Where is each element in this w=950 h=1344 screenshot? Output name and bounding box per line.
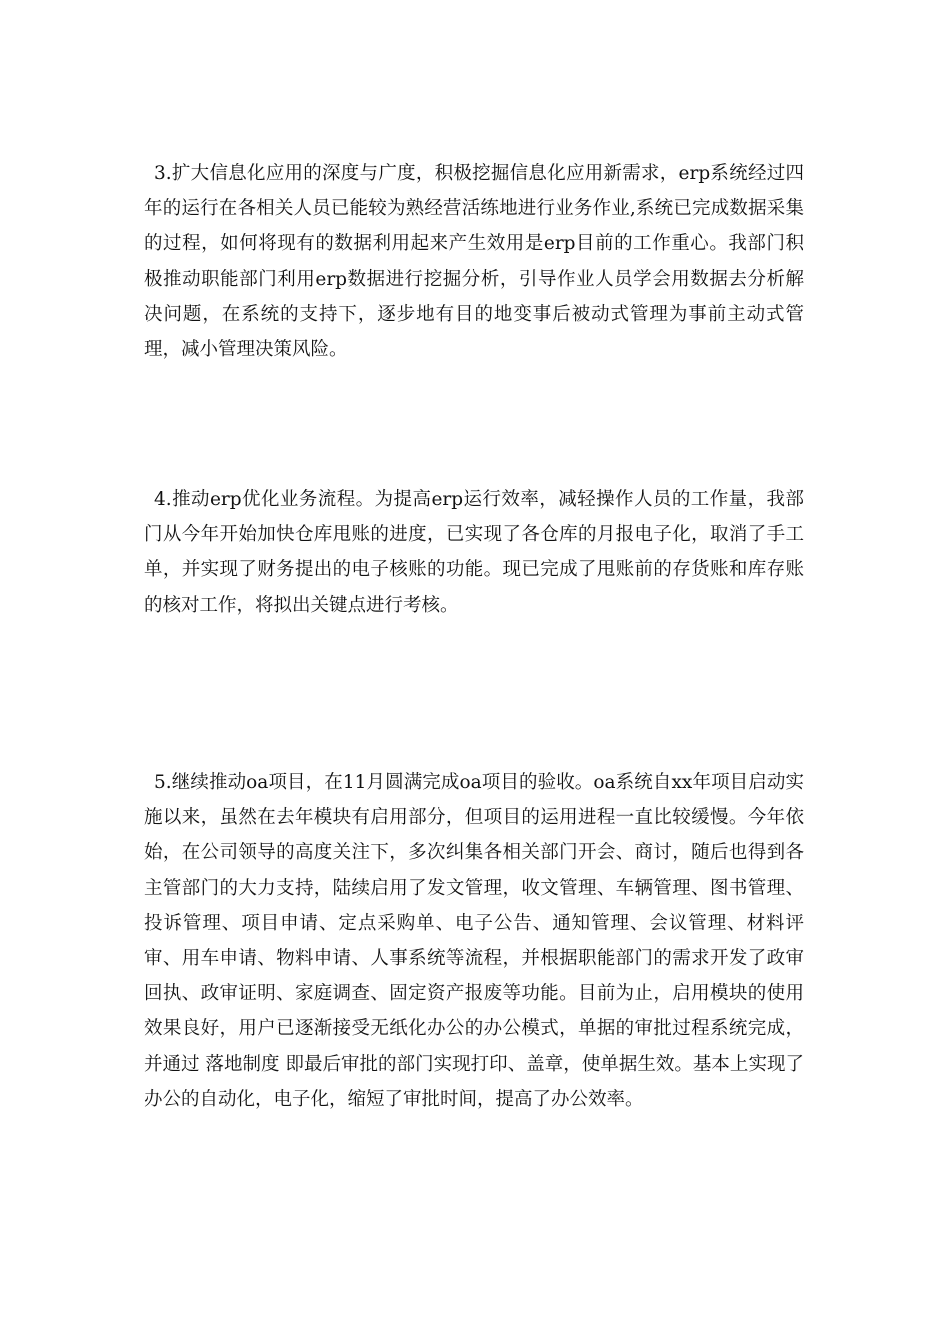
paragraph-3: 3.扩大信息化应用的深度与广度，积极挖掘信息化应用新需求，erp系统经过四年的运行在各相关人员已能较为熟经营活练地进行业务作业,系统已完成数据采集的过程，如何将现有的数据利用起来产生效用是erp目前的工作重心。我部门积极推动职能部门利用erp数据进行挖掘分析，引导作业人员学会用数据去分析解决问题，在系统的支持下，逐步地有目的地变事后被动式管理为事前主动式管理，减小管理决策风险。 xyxy=(144,163,804,361)
paragraph-5: 5.继续推动oa项目，在11月圆满完成oa项目的验收。oa系统自xx年项目启动实施以来，虽然在去年模块有启用部分，但项目的运用进程一直比较缓慢。今年依始，在公司领导的高度关注下，多次纠集各相关部门开会、商讨，随后也得到各主管部门的大力支持，陆续启用了发文管理，收文管理、车辆管理、图书管理、投诉管理、项目申请、定点采购单、电子公告、通知管理、会议管理、材料评审、用车申请、物料申请、人事系统等流程，并根据职能部门的需求开发了政审回执、政审证明、家庭调查、固定资产报废等功能。目前为止，启用模块的使用效果良好，用户已逐渐接受无纸化办公的办公模式，单据的审批过程系统完成，并通过 落地制度 即最后审批的部门实现打印、盖章，使单据生效。基本上实现了办公的自动化，电子化，缩短了审批时间，提高了办公效率。 xyxy=(144,772,804,1110)
paragraph-4: 4.推动erp优化业务流程。为提高erp运行效率，减轻操作人员的工作量，我部门从今年开始加快仓库甩账的进度，已实现了各仓库的月报电子化，取消了手工单，并实现了财务提出的电子核账的功能。现已完成了甩账前的存货账和库存账的核对工作，将拟出关键点进行考核。 xyxy=(144,489,804,616)
